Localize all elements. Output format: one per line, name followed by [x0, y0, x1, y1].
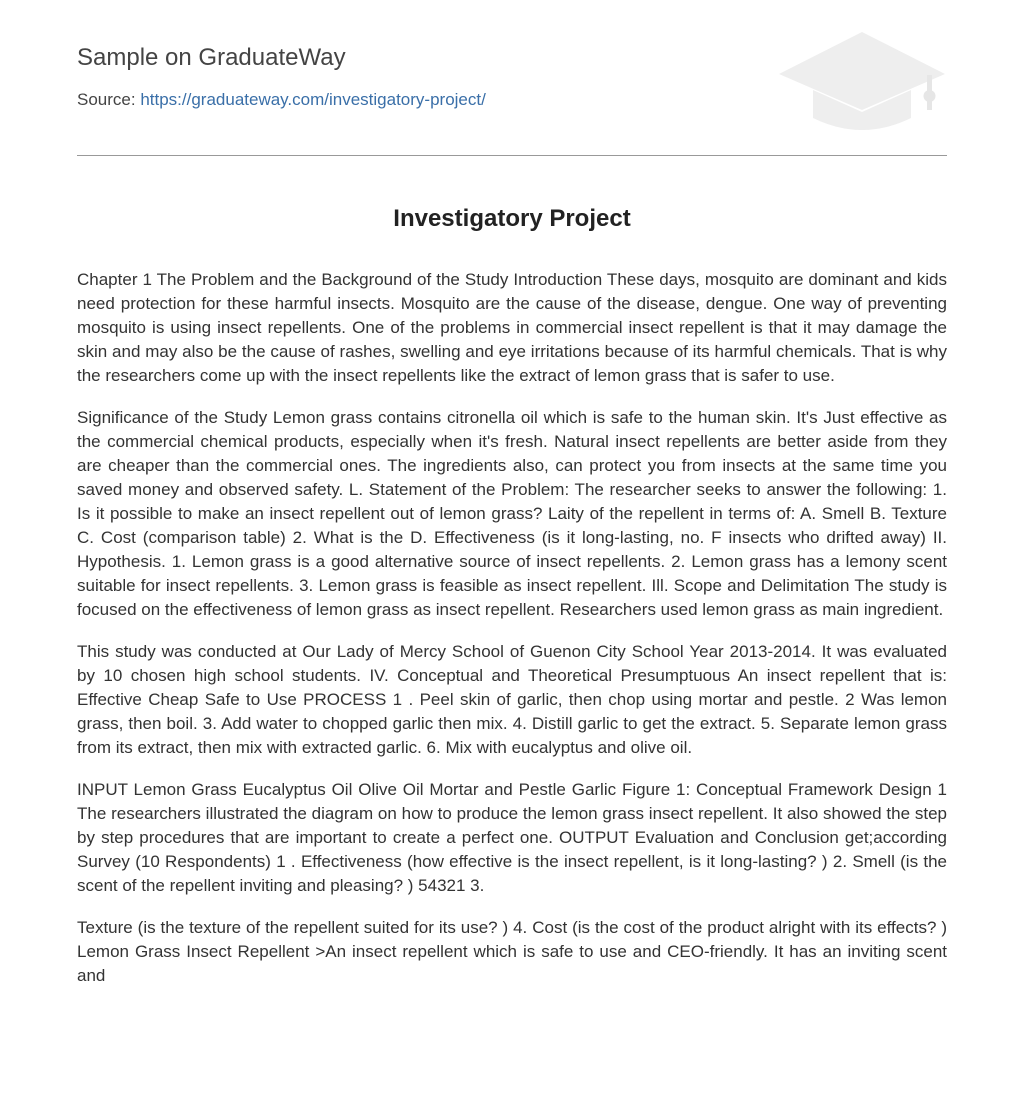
paragraph: This study was conducted at Our Lady of Mercy School of Guenon City School Year 2013-2014. It was evaluated by 10 chosen high school students. IV. Conceptual and Theoretical Presumptuous An insect repellent that is: Effective Cheap Safe to Use PROCESS 1 . Peel skin of garlic, then chop using mortar and pestle. 2 Was lemon grass, then boil. 3. Add water to chopped garlic then mix. 4. Distill garlic to get the extract. 5. Separate lemon grass from its extract, then mix with extracted garlic. 6. Mix with eucalyptus and olive oil. — [77, 642, 947, 757]
graduation-cap-icon — [777, 30, 947, 134]
page-header — [77, 0, 947, 156]
paragraph: Texture (is the texture of the repellent suited for its use? ) 4. Cost (is the cost of the product alright with its effects? ) Lemon Grass Insect Repellent >An insect repellent which is safe to use and CEO-friendly. It has an inviting scent and — [77, 918, 947, 985]
paragraph: Chapter 1 The Problem and the Background of the Study Introduction These days, mosquito are dominant and kids need protection for these harmful insects. Mosquito are the cause of the disease, dengue. One way of preventing mosquito is using insect repellents. One of the problems in commercial insect repellent is that it may damage the skin and may also be the cause of rashes, swelling and eye irritations because of its harmful chemicals. That is why the researchers come up with the insect repellents like the extract of lemon grass that is safer to use. — [77, 270, 947, 385]
paragraph: Significance of the Study Lemon grass contains citronella oil which is safe to the human skin. It's Just effective as the commercial chemical products, especially when it's fresh. Natural insect repellents are better aside from they are cheaper than the commercial ones. The ingredients also, can protect you from insects at the same time you saved money and observed safety. L. Statement of the Problem: The researcher seeks to answer the following: 1. Is it possible to make an insect repellent out of lemon grass? Laity of the repellent in terms of: A. Smell B. Texture C. Cost (comparison table) 2. What is the D. Effectiveness (is it long-lasting, no. F insects who drifted away) II. Hypothesis. 1. Lemon grass is a good alternative source of insect repellents. 2. Lemon grass has a lemony scent suitable for insect repellents. 3. Lemon grass is feasible as insect repellent. Ill. Scope and Delimitation The study is focused on the effectiveness of lemon grass as insect repellent. Researchers used lemon grass as main ingredient. — [77, 408, 947, 619]
document-body — [77, 268, 947, 1006]
site-title: Sample on GraduateWay — [77, 44, 346, 71]
source-label: Source: — [77, 90, 141, 109]
header-divider — [77, 155, 947, 156]
source-link[interactable]: https://graduateway.com/investigatory-project/ — [140, 90, 486, 109]
document-title: Investigatory Project — [393, 205, 631, 232]
paragraph: INPUT Lemon Grass Eucalyptus Oil Olive Oil Mortar and Pestle Garlic Figure 1: Conceptual Framework Design 1 The researchers illustrated the diagram on how to produce the lemon grass insect repellent. It also showed the step by step procedures that are important to create a perfect one. OUTPUT Evaluation and Conclusion get;according Survey (10 Respondents) 1 . Effectiveness (how effective is the insect repellent, is it long-lasting? ) 2. Smell (is the scent of the repellent inviting and pleasing? ) 54321 3. — [77, 780, 947, 895]
source-line — [77, 90, 486, 110]
